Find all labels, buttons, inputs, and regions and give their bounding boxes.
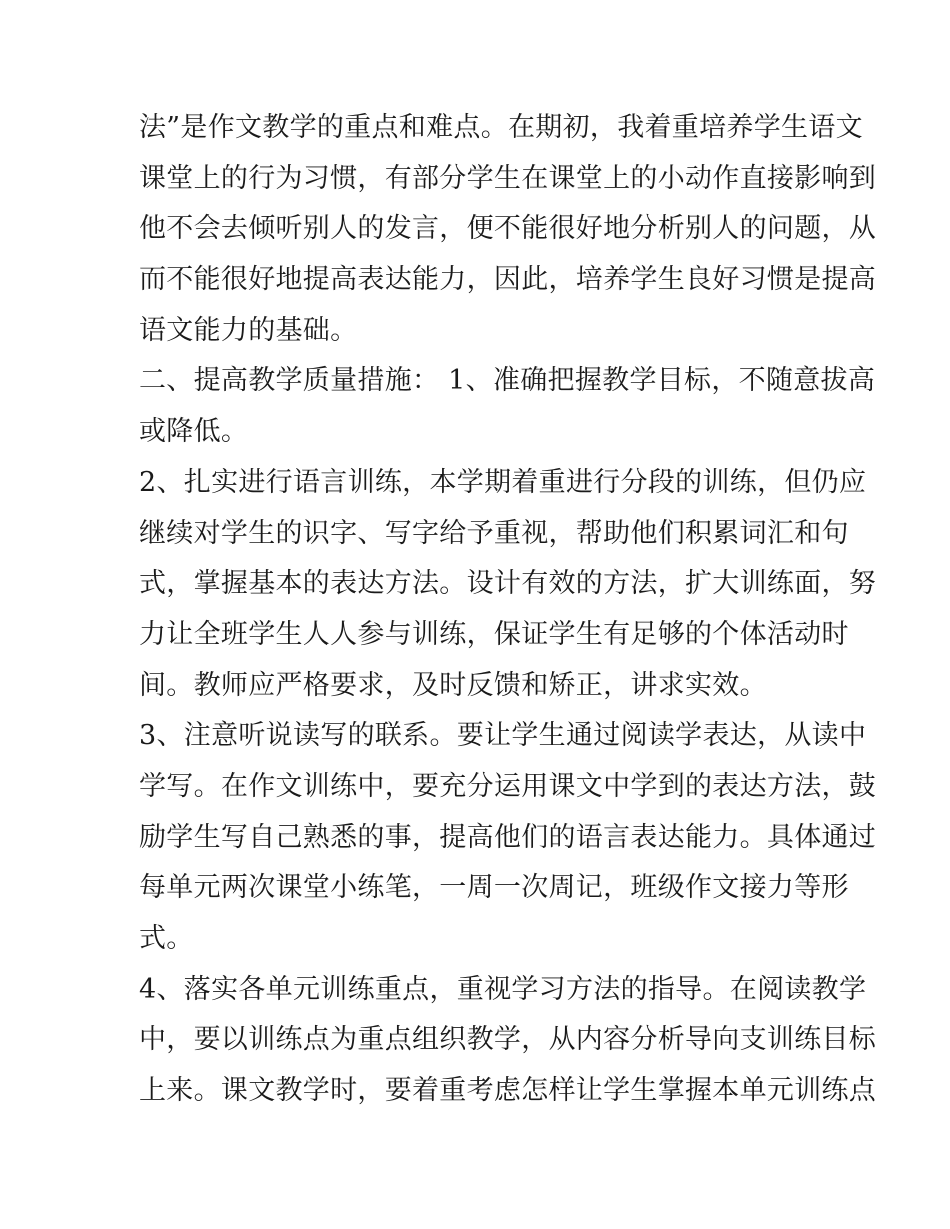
text-line: 课堂上的行为习惯，有部分学生在课堂上的小动作直接影响到: [139, 162, 877, 194]
text-line: 法”是作文教学的重点和难点。在期初，我着重培养学生语文: [139, 112, 863, 143]
text-line: 间。教师应严格要求，及时反馈和矫正，讲求实效。: [139, 669, 767, 701]
text-line: 每单元两次课堂小练笔，一周一次周记，班级作文接力等形: [139, 872, 849, 904]
text-line: 4、落实各单元训练重点，重视学习方法的指导。在阅读教学: [139, 973, 867, 1005]
text-line: 而不能很好地提高表达能力，因此，培养学生良好习惯是提高: [139, 264, 877, 296]
text-line: 3、注意听说读写的联系。要让学生通过阅读学表达，从读中: [139, 720, 867, 752]
text-line: 二、提高教学质量措施： 1、准确把握教学目标，不随意拔高: [139, 365, 876, 397]
text-line: 励学生写自己熟悉的事，提高他们的语言表达能力。具体通过: [139, 821, 877, 853]
text-line: 力让全班学生人人参与训练，保证学生有足够的个体活动时: [139, 618, 849, 650]
text-line: 学写。在作文训练中，要充分运用课文中学到的表达方法，鼓: [139, 770, 877, 802]
text-line: 式，掌握基本的表达方法。设计有效的方法，扩大训练面，努: [139, 568, 877, 600]
text-line: 继续对学生的识字、写字给予重视，帮助他们积累词汇和句: [139, 517, 849, 549]
text-line: 中，要以训练点为重点组织教学，从内容分析导向支训练目标: [139, 1024, 877, 1056]
text-line: 上来。课文教学时，要着重考虑怎样让学生掌握本单元训练点: [139, 1075, 877, 1107]
text-line: 他不会去倾听别人的发言，便不能很好地分析别人的问题，从: [139, 213, 877, 245]
text-line: 式。: [139, 923, 194, 954]
text-line: 或降低。: [139, 416, 249, 448]
text-line: 语文能力的基础。: [139, 314, 358, 346]
document-body: [139, 103, 877, 1117]
text-line: 2、扎实进行语言训练，本学期着重进行分段的训练，但仍应: [139, 466, 867, 498]
